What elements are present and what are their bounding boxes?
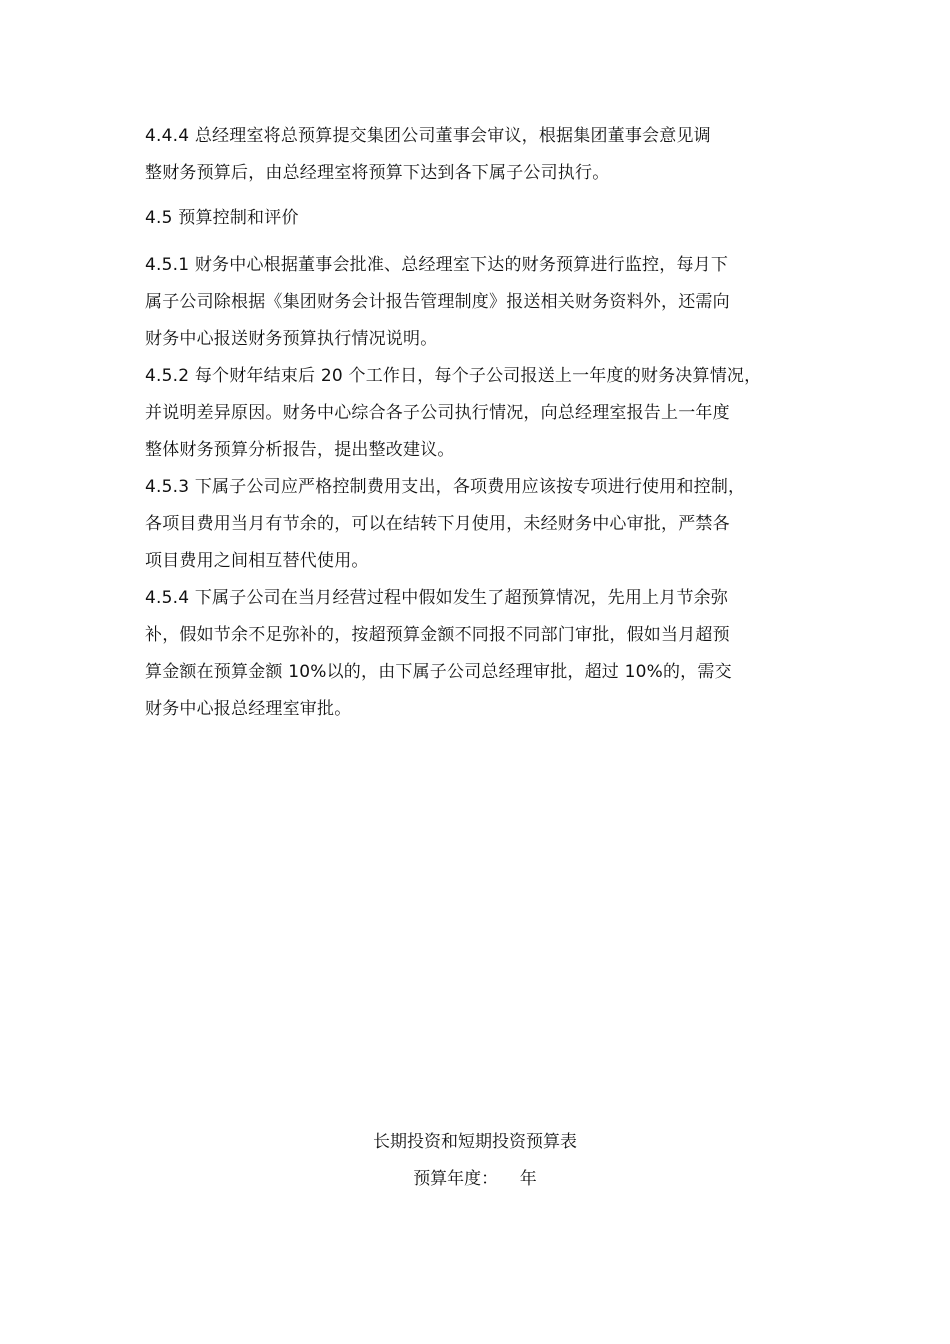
paragraph-line: 整体财务预算分析报告，提出整改建议。: [145, 440, 455, 460]
paragraph-line: 4.5.2 每个财年结束后 20 个工作日，每个子公司报送上一年度的财务决算情况，: [145, 366, 762, 386]
paragraph-line: 4.5.4 下属子公司在当月经营过程中假如发生了超预算情况，先用上月节余弥: [145, 588, 729, 608]
paragraph-line: 补，假如节余不足弥补的，按超预算金额不同报不同部门审批，假如当月超预: [145, 625, 730, 645]
paragraph-line: 整财务预算后，由总经理室将预算下达到各下属子公司执行。: [145, 163, 610, 183]
paragraph-line: 4.4.4 总经理室将总预算提交集团公司董事会审议，根据集团董事会意见调: [145, 126, 711, 146]
table-title: 长期投资和短期投资预算表: [373, 1132, 577, 1152]
paragraph-line: 4.5.3 下属子公司应严格控制费用支出，各项费用应该按专项进行使用和控制，: [145, 477, 746, 497]
paragraph-line: 各项目费用当月有节余的，可以在结转下月使用，未经财务中心审批，严禁各: [145, 514, 730, 534]
paragraph-line: 项目费用之间相互替代使用。: [145, 551, 369, 571]
paragraph-line: 财务中心报送财务预算执行情况说明。: [145, 329, 438, 349]
paragraph-line: 财务中心报总经理室审批。: [145, 699, 352, 719]
paragraph-line: 4.5.1 财务中心根据董事会批准、总经理室下达的财务预算进行监控，每月下: [145, 255, 729, 275]
paragraph-line: 属子公司除根据《集团财务会计报告管理制度》报送相关财务资料外，还需向: [145, 292, 730, 312]
paragraph-line: 算金额在预算金额 10%以的，由下属子公司总经理审批，超过 10%的，需交: [145, 662, 732, 682]
budget-year-label: 预算年度： 年: [413, 1169, 537, 1189]
section-heading: 4.5 预算控制和评价: [145, 208, 299, 228]
paragraph-line: 并说明差异原因。财务中心综合各子公司执行情况，向总经理室报告上一年度: [145, 403, 730, 423]
